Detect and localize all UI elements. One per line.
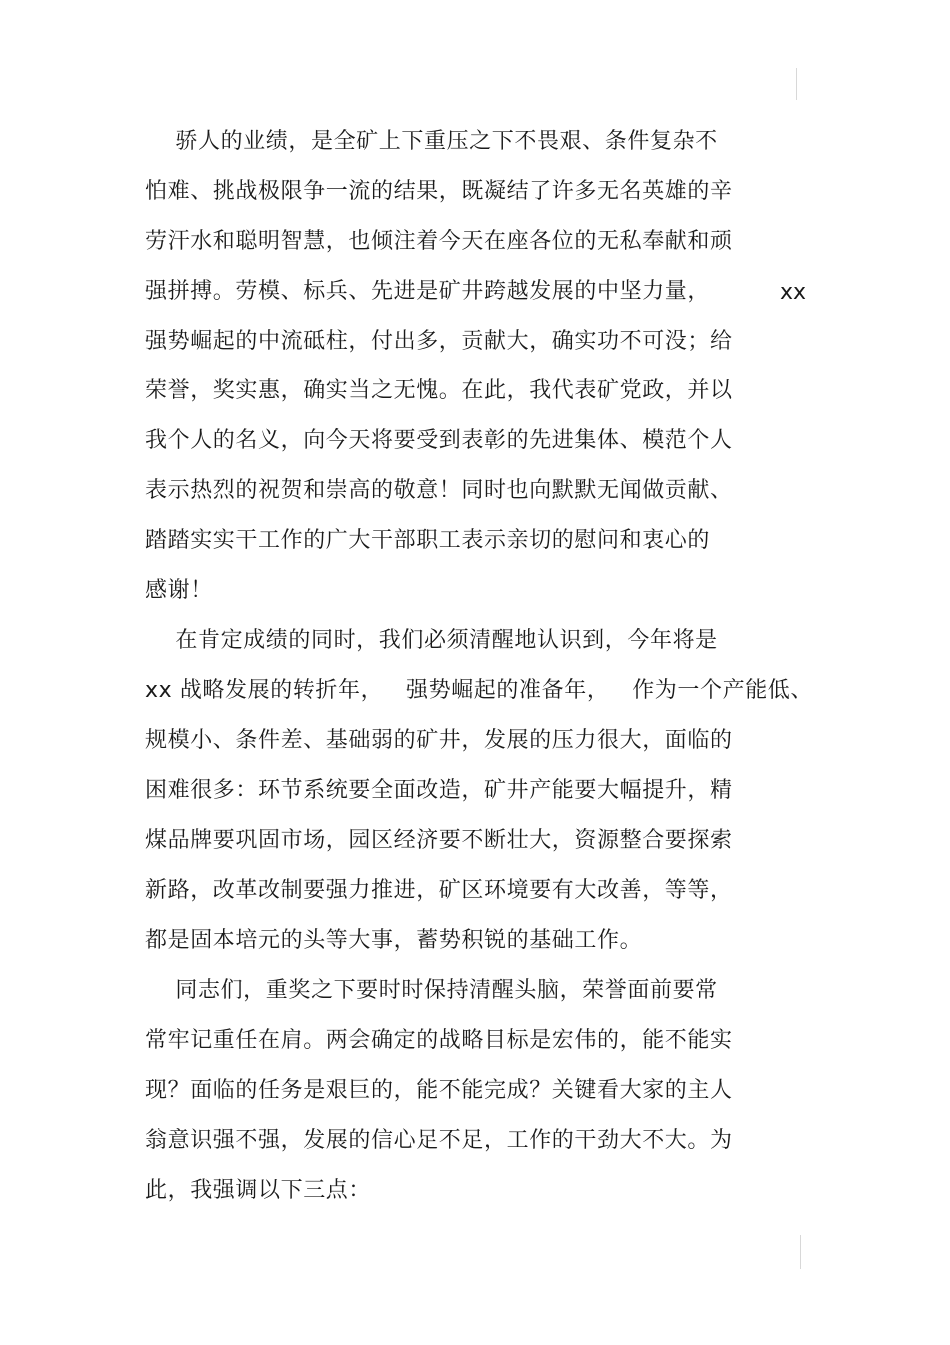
text-line: 强势崛起的中流砥柱，付出多，贡献大，确实功不可没；给: [145, 329, 733, 354]
text-line: 此，我强调以下三点：: [145, 1178, 372, 1203]
text-line: 骄人的业绩，是全矿上下重压之下不畏艰、条件复杂不: [145, 129, 718, 154]
text-line: xx 战略发展的转折年， 强势崛起的准备年， 作为一个产能低、: [145, 678, 813, 703]
text-line: 困难很多：环节系统要全面改造，矿井产能要大幅提升，精: [145, 778, 733, 803]
text-line: 表示热烈的祝贺和崇高的敬意！同时也向默默无闻做贡献、: [145, 478, 733, 503]
text-line: 踏踏实实干工作的广大干部职工表示亲切的慰问和衷心的: [145, 528, 711, 553]
text-line: 翁意识强不强，发展的信心足不足，工作的干劲大不大。为: [145, 1128, 733, 1153]
text-line: 强拼搏。劳模、标兵、先进是矿井跨越发展的中坚力量，: [145, 279, 711, 304]
text-line: 常牢记重任在肩。两会确定的战略目标是宏伟的，能不能实: [145, 1028, 733, 1053]
text-line: 我个人的名义，向今天将要受到表彰的先进集体、模范个人: [145, 428, 733, 453]
text-line: 荣誉，奖实惠，确实当之无愧。在此，我代表矿党政，并以: [145, 378, 733, 403]
top-margin-mark: [796, 68, 797, 100]
text-line: 劳汗水和聪明智慧，也倾注着今天在座各位的无私奉献和顽: [145, 229, 733, 254]
side-note: xx: [780, 280, 807, 305]
text-line: 煤品牌要巩固市场，园区经济要不断壮大，资源整合要探索: [145, 828, 733, 853]
bottom-margin-mark: [800, 1235, 801, 1269]
text-line: 规模小、条件差、基础弱的矿井，发展的压力很大，面临的: [145, 728, 733, 753]
text-line: 在肯定成绩的同时，我们必须清醒地认识到，今年将是: [145, 628, 718, 653]
text-line: 现？面临的任务是艰巨的，能不能完成？关键看大家的主人: [145, 1078, 733, 1103]
text-line: 同志们，重奖之下要时时保持清醒头脑，荣誉面前要常: [145, 978, 718, 1003]
text-line: 新路，改革改制要强力推进，矿区环境要有大改善，等等，: [145, 878, 733, 903]
text-line: 都是固本培元的头等大事，蓄势积锐的基础工作。: [145, 928, 643, 953]
text-line: 怕难、挑战极限争一流的结果，既凝结了许多无名英雄的辛: [145, 179, 733, 204]
text-line: 感谢！: [145, 578, 213, 603]
